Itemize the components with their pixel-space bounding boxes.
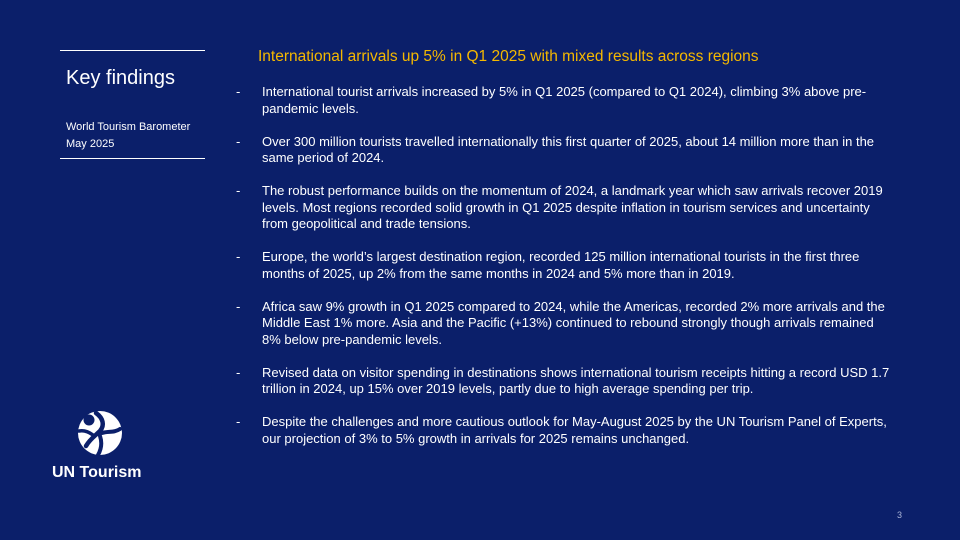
sidebar-title: Key findings bbox=[66, 67, 175, 89]
finding-item bbox=[236, 183, 896, 233]
sidebar-top-divider bbox=[60, 50, 205, 51]
finding-item bbox=[236, 414, 896, 447]
bullet-dash: - bbox=[236, 183, 241, 198]
bullet-dash: - bbox=[236, 249, 241, 264]
sidebar-subtitle-publication: World Tourism Barometer bbox=[66, 121, 191, 133]
bullet-dash: - bbox=[236, 84, 241, 99]
bullet-dash: - bbox=[236, 364, 241, 380]
findings-list bbox=[236, 84, 896, 464]
finding-text: Europe, the world’s largest destination region, recorded 125 million international tourists in the first three months of 2025, up 2% from the same months in 2024 and 5% more than in 2019. bbox=[262, 249, 860, 281]
finding-item bbox=[236, 249, 896, 282]
bullet-dash: - bbox=[236, 414, 241, 429]
finding-item bbox=[236, 134, 896, 167]
sidebar-subtitle bbox=[66, 119, 190, 153]
bullet-dash: - bbox=[236, 298, 241, 314]
finding-text: Revised data on visitor spending in destinations shows international tourism receipts hitting a record USD 1.7 trillion in 2024, up 15% over 2019 levels, partly due to high average spending per trip. bbox=[262, 364, 890, 396]
un-tourism-logo bbox=[52, 407, 152, 487]
bullet-dash: - bbox=[236, 133, 241, 149]
finding-item bbox=[236, 84, 896, 117]
finding-text: Despite the challenges and more cautious outlook for May-August 2025 by the UN Tourism Panel of Experts, our projection of 3% to 5% growth in arrivals for 2025 remains unchanged. bbox=[262, 414, 887, 446]
sidebar-subtitle-date: May 2025 bbox=[66, 138, 115, 150]
finding-text: Africa saw 9% growth in Q1 2025 compared to 2024, while the Americas, recorded 2% more arrivals and the Middle East 1% more. Asia and the Pacific (+13%) continued to rebound strongly though arrivals remained 8% below pre-pandemic levels. bbox=[262, 298, 885, 347]
page-number: 3 bbox=[897, 510, 903, 520]
un-tourism-logo-icon bbox=[76, 409, 124, 457]
headline: International arrivals up 5% in Q1 2025 with mixed results across regions bbox=[258, 48, 759, 65]
finding-item bbox=[236, 299, 896, 349]
finding-text: Over 300 million tourists travelled internationally this first quarter of 2025, about 14 million more than in the same period of 2024. bbox=[262, 133, 875, 165]
logo-text: UN Tourism bbox=[52, 464, 142, 481]
sidebar-bottom-divider bbox=[60, 158, 205, 159]
finding-item bbox=[236, 365, 896, 398]
finding-text: International tourist arrivals increased by 5% in Q1 2025 (compared to Q1 2024), climbing 3% above pre-pandemic levels. bbox=[262, 84, 867, 116]
finding-text: The robust performance builds on the momentum of 2024, a landmark year which saw arrivals recover 2019 levels. Most regions recorded solid growth in Q1 2025 despite inflation in tourism services and uncertainty from geopolitical and trade tensions. bbox=[262, 183, 883, 231]
